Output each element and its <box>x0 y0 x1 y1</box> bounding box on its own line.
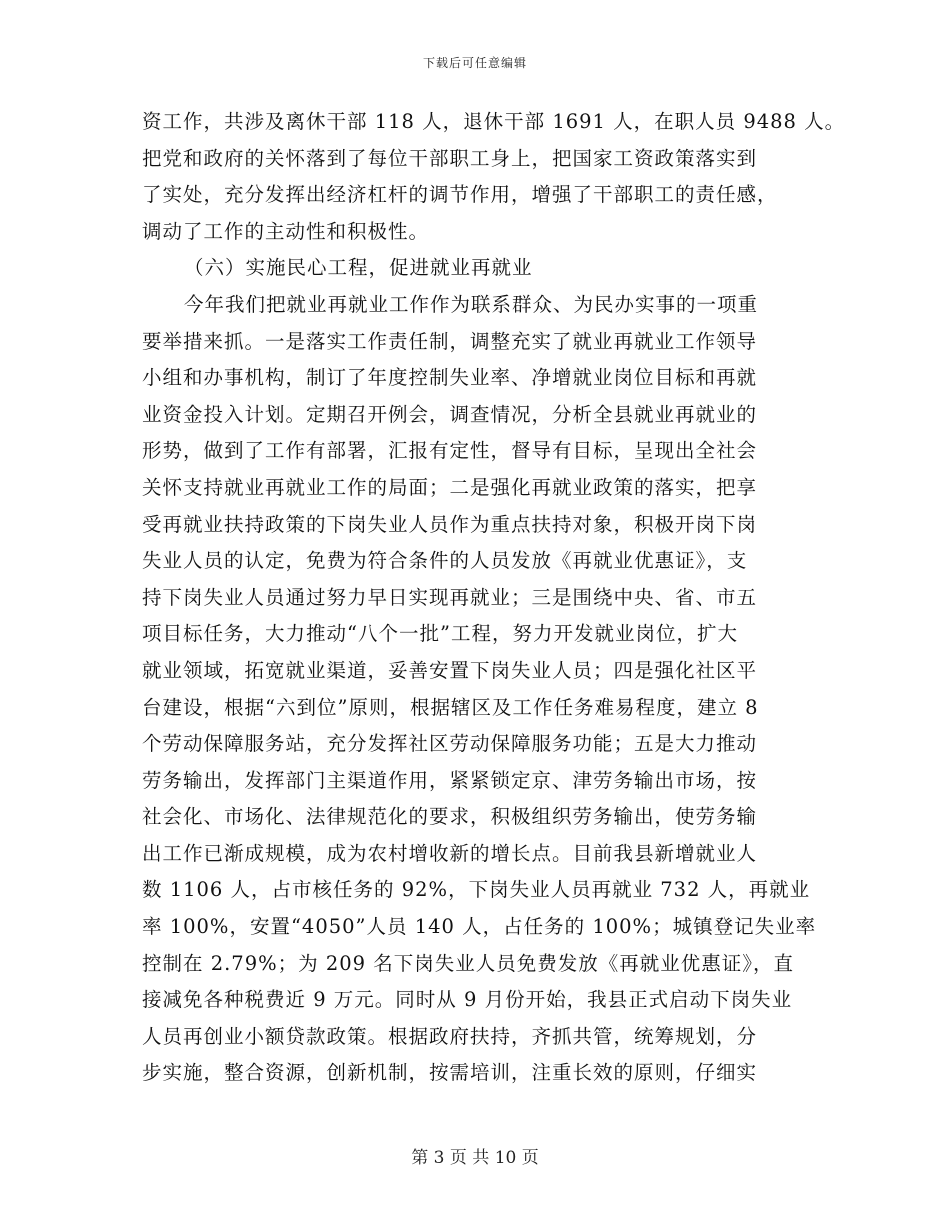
text-line: 要举措来抓。一是落实工作责任制，调整充实了就业再就业工作领导 <box>142 329 758 353</box>
text-line: 控制在 2.79%；为 209 名下岗失业人员免费发放《再就业优惠证》，直 <box>142 951 795 975</box>
text-line: 劳务输出，发挥部门主渠道作用，紧紧锁定京、津劳务输出市场，按 <box>142 768 758 792</box>
text-line: 小组和办事机构，制订了年度控制失业率、净增就业岗位目标和再就 <box>142 366 758 390</box>
text-line: 社会化、市场化、法律规范化的要求，积极组织劳务输出，使劳务输 <box>142 805 758 829</box>
section-heading: （六）实施民心工程，促进就业再就业 <box>184 256 533 280</box>
text-line: 项目标任务，大力推动“八个一批”工程，努力开发就业岗位，扩大 <box>142 622 738 646</box>
page-number: 第 3 页 共 10 页 <box>411 1148 539 1168</box>
text-line: 数 1106 人，占市核任务的 92%，下岗失业人员再就业 732 人，再就业 <box>142 878 811 902</box>
text-line: 人员再创业小额贷款政策。根据政府扶持，齐抓共管，统筹规划，分 <box>142 1024 758 1048</box>
text-line: 调动了工作的主动性和积极性。 <box>142 219 430 243</box>
page-header-note: 下载后可任意编辑 <box>422 56 527 70</box>
text-line: 资工作，共涉及离休干部 118 人，退休干部 1691 人，在职人员 9488 人。 <box>142 110 846 133</box>
text-line: 接减免各种税费近 9 万元。同时从 9 月份开始，我县正式启动下岗失业 <box>142 988 793 1012</box>
text-line: 关怀支持就业再就业工作的局面；二是强化再就业政策的落实，把享 <box>142 475 758 499</box>
text-line: 就业领域，拓宽就业渠道，妥善安置下岗失业人员；四是强化社区平 <box>142 658 758 682</box>
text-line: 持下岗失业人员通过努力早日实现再就业；三是围绕中央、省、市五 <box>142 585 758 609</box>
text-line: 率 100%，安置“4050”人员 140 人，占任务的 100%；城镇登记失业率 <box>142 915 817 939</box>
text-line: 把党和政府的关怀落到了每位干部职工身上，把国家工资政策落实到 <box>142 146 758 170</box>
document-body <box>142 104 846 1092</box>
text-line: 今年我们把就业再就业工作作为联系群众、为民办实事的一项重 <box>184 292 759 316</box>
text-line: 出工作已渐成规模，成为农村增收新的增长点。目前我县新增就业人 <box>142 841 758 865</box>
text-line: 受再就业扶持政策的下岗失业人员作为重点扶持对象，积极开岗下岗 <box>142 512 758 536</box>
text-line: 个劳动保障服务站，充分发挥社区劳动保障服务功能；五是大力推动 <box>142 732 758 756</box>
text-line: 台建设，根据“六到位”原则，根据辖区及工作任务难易程度，建立 8 <box>142 695 759 719</box>
text-line: 失业人员的认定，免费为符合条件的人员发放《再就业优惠证》，支 <box>142 549 748 573</box>
text-line: 步实施，整合资源，创新机制，按需培训，注重长效的原则，仔细实 <box>142 1061 758 1085</box>
text-line: 业资金投入计划。定期召开例会，调查情况，分析全县就业再就业的 <box>142 402 758 426</box>
text-line: 形势，做到了工作有部署，汇报有定性，督导有目标，呈现出全社会 <box>142 439 758 463</box>
text-line: 了实处，充分发挥出经济杠杆的调节作用，增强了干部职工的责任感， <box>142 183 778 207</box>
